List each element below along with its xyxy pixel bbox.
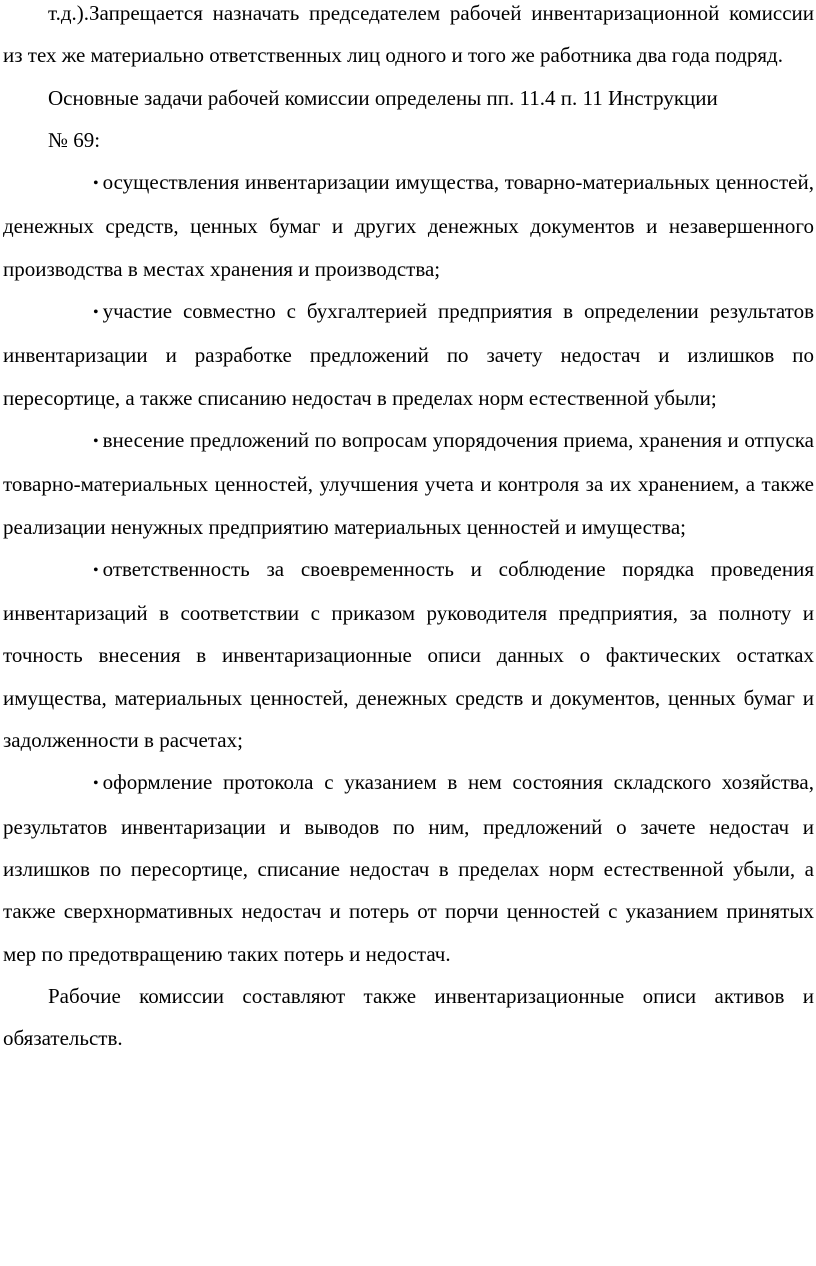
bullet-icon: • — [93, 775, 99, 793]
bullet-item-proposals — [3, 419, 814, 548]
bullet-icon: • — [93, 561, 99, 579]
paragraph-text: т.д.).Запрещается назначать председателем рабочей инвентаризационной комиссии из тех же материально ответственных лиц одного и того же работника два года подряд. — [3, 1, 814, 68]
bullet-item-responsibility — [3, 548, 814, 761]
paragraph-instruction-number — [3, 119, 814, 161]
paragraph-chairman-restriction — [3, 0, 814, 77]
paragraph-text: Рабочие комиссии составляют также инвентаризационные описи активов и обязательств. — [3, 983, 814, 1051]
bullet-text: осуществления инвентаризации имущества, товарно-материальных ценностей, денежных средств, ценных бумаг и других денежных документов и незавершенного производства в местах хранения и производства; — [3, 170, 814, 281]
paragraph-text: Основные задачи рабочей комиссии определены пп. 11.4 п. 11 Инструкции — [48, 85, 718, 110]
bullet-text: участие совместно с бухгалтерией предприятия в определении результатов инвентаризации и разработке предложений по зачету недостач и излишков по пересортице, а также списанию недостач в пределах норм естественной убыли; — [3, 299, 814, 410]
bullet-icon: • — [93, 432, 99, 450]
bullet-icon: • — [93, 304, 99, 322]
bullet-item-protocol — [3, 761, 814, 974]
bullet-item-accounting — [3, 290, 814, 419]
paragraph-tasks-intro — [3, 77, 814, 119]
bullet-text: ответственность за своевременность и соблюдение порядка проведения инвентаризаций в соответствии с приказом руководителя предприятия, за полноту и точность внесения в инвентаризационные описи данных о фактических остатках имущества, материальных ценностей, денежных средств и документов, ценных бумаг и задолженности в расчетах; — [3, 556, 814, 753]
paragraph-text: № 69: — [48, 127, 101, 152]
bullet-icon: • — [93, 175, 99, 193]
bullet-item-inventory — [3, 161, 814, 290]
paragraph-inventory-lists — [3, 975, 814, 1060]
bullet-text: внесение предложений по вопросам упорядочения приема, хранения и отпуска товарно-материальных ценностей, улучшения учета и контроля за их хранением, а также реализации ненужных предприятию материальных ценностей и имущества; — [3, 427, 814, 539]
bullet-text: оформление протокола с указанием в нем состояния складского хозяйства, результатов инвентаризации и выводов по ним, предложений о зачете недостач и излишков по пересортице, списание недостач в пределах норм естественной убыли, а также сверхнормативных недостач и потерь от порчи ценностей с указанием принятых мер по предотвращению таких потерь и недостач. — [3, 770, 814, 966]
